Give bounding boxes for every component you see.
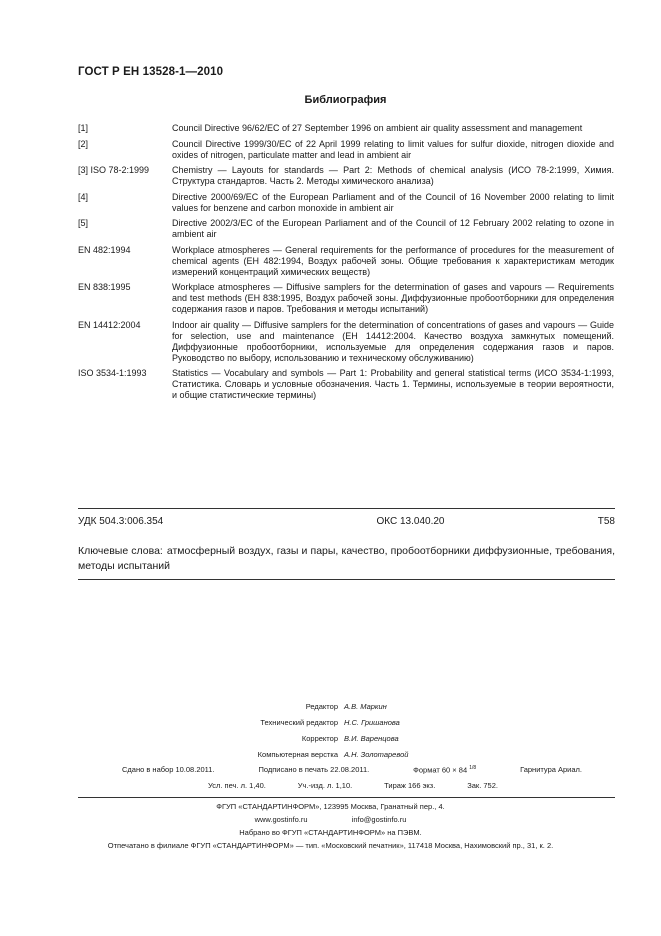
- credit-name: Н.С. Гришанова: [344, 717, 400, 727]
- bibliography-text: Council Directive 96/62/EC of 27 September 1996 on ambient air quality assessment and management: [172, 123, 583, 133]
- bibliography-text: Statistics — Vocabulary and symbols — Part 1: Probability and general statistical terms (ИСО 3534-1:1993, Статистика. Словарь и условные обозначения. Часть 1. Термины, используемые в теории вероятности, и общие статистические термины): [172, 368, 614, 400]
- keywords-text: атмосферный воздух, газы и пары, качество, пробоотборники диффузионные, требования, методы испытаний: [78, 545, 615, 572]
- bibliography-item: [78, 218, 614, 240]
- signed-date: Подписано в печать 22.08.2011.: [258, 765, 370, 774]
- bibliography-item: [78, 192, 614, 214]
- credit-role: Технический редактор: [260, 717, 338, 727]
- credit-line: [200, 746, 500, 762]
- publication-line-1: [122, 765, 582, 775]
- bibliography-text: Directive 2000/69/EC of the European Parliament and of the Council of 16 November 2000 relating to limit values for benzene and carbon monoxide in ambient air: [172, 191, 614, 213]
- credit-line: [200, 714, 500, 730]
- bibliography-text: Workplace atmospheres — General requirements for the performance of procedures for the measurement of chemical agents (ЕН 482:1994, Воздух рабочей зоны. Общие требования к характеристикам методик измерений концентраций химических веществ): [172, 244, 614, 277]
- credit-role: Редактор: [305, 701, 338, 711]
- classifier-code: Т58: [597, 516, 615, 527]
- credit-name: В.И. Варенцова: [344, 733, 399, 743]
- credit-role: Компьютерная верстка: [257, 749, 338, 759]
- divider-keywords: [78, 579, 615, 580]
- divider-bottom: [78, 797, 615, 798]
- printed-note: Отпечатано в филиале ФГУП «СТАНДАРТИНФОРМ» — тип. «Московский печатник», 117418 Москва, Нахимовский пр., 31, к. 2.: [107, 841, 554, 850]
- keywords: [78, 544, 615, 574]
- classification-row: [78, 516, 615, 527]
- bibliography-code: ISO 3534-1:1993: [78, 368, 147, 378]
- paper-format-fraction: 1/8: [469, 765, 477, 771]
- typeset-note: Набрано во ФГУП «СТАНДАРТИНФОРМ» на ПЭВМ.: [239, 828, 422, 837]
- submitted-date: Сдано в набор 10.08.2011.: [122, 765, 215, 774]
- publisher-website[interactable]: www.gostinfo.ru: [254, 815, 308, 824]
- bibliography-code: [3] ISO 78-2:1999: [78, 165, 150, 175]
- bibliography-item: [78, 245, 614, 278]
- bibliography-code: EN 14412:2004: [78, 319, 141, 330]
- edition-sheets: Уч.-изд. л. 1,10.: [297, 781, 353, 790]
- order-number: Зак. 752.: [467, 781, 498, 790]
- bibliography-code: [2]: [78, 138, 89, 149]
- bibliography-text: Directive 2002/3/EC of the European Parliament and of the Council of 12 February 2002 relating to ozone in ambient air: [172, 218, 614, 239]
- bibliography-item: [78, 139, 614, 161]
- bibliography-item: [78, 165, 614, 187]
- bibliography-text: Indoor air quality — Diffusive samplers for the determination of concentrations of gases and vapours — Guide for selection, use and maintenance (ЕН 14412:2004. Качество воздуха замкнутых помещений. Диффузионные пробоотборники, используемые для определения содержания газов и паров. Руководство по выбору, использованию и техническому обслуживанию): [172, 319, 614, 363]
- document-header: ГОСТ Р ЕН 13528-1—2010: [78, 66, 224, 78]
- bibliography-code: [4]: [78, 191, 89, 202]
- bibliography-text: Council Directive 1999/30/EC of 22 April 1999 relating to limit values for sulfur dioxide, nitrogen dioxide and oxides of nitrogen, particulate matter and lead in ambient air: [172, 138, 614, 160]
- bibliography-code: EN 482:1994: [78, 244, 131, 255]
- bibliography-item: [78, 282, 614, 315]
- publisher-contacts: [0, 815, 661, 824]
- paper-format-value: Формат 60 × 84: [413, 765, 468, 775]
- credit-role: Корректор: [301, 733, 338, 743]
- credit-name: А.Н. Золотаревой: [344, 749, 409, 759]
- bibliography-item: [78, 320, 614, 364]
- bibliography-list: [78, 123, 614, 406]
- publication-line-2: [208, 781, 498, 790]
- credit-name: А.В. Маркин: [344, 701, 387, 711]
- bibliography-code: [5]: [78, 218, 89, 228]
- bibliography-item: [78, 368, 614, 401]
- keywords-label: Ключевые слова:: [78, 545, 163, 557]
- credits: [200, 698, 500, 762]
- udk-code: УДК 504.3:006.354: [78, 516, 164, 527]
- credit-line: [200, 730, 500, 746]
- print-run: Тираж 166 экз.: [384, 781, 436, 790]
- typeface: Гарнитура Ариал.: [520, 765, 582, 774]
- bibliography-code: [1]: [78, 123, 89, 133]
- publisher-email[interactable]: info@gostinfo.ru: [351, 815, 407, 824]
- paper-format: [413, 765, 476, 775]
- credit-line: [200, 698, 500, 714]
- bibliography-code: EN 838:1995: [78, 282, 131, 292]
- bibliography-title: Библиография: [304, 94, 387, 106]
- bibliography-text: Workplace atmospheres — Diffusive samplers for the determination of gases and vapours — Requirements and test methods (ЕН 838:1995, Воздух рабочей зоны. Диффузионные пробоотборники для определения содержания газов и паров. Требования и методы испытаний): [172, 282, 614, 314]
- oks-code: ОКС 13.040.20: [376, 516, 445, 527]
- bibliography-text: Chemistry — Layouts for standards — Part 2: Methods of chemical analysis (ИСО 78-2:1999, Химия. Структура стандартов. Часть 2. Методы химического анализа): [172, 165, 614, 186]
- divider-top: [78, 508, 615, 509]
- publisher-address: ФГУП «СТАНДАРТИНФОРМ», 123995 Москва, Гранатный пер., 4.: [216, 802, 445, 811]
- bibliography-item: [78, 123, 614, 134]
- print-sheets: Усл. печ. л. 1,40.: [208, 781, 266, 790]
